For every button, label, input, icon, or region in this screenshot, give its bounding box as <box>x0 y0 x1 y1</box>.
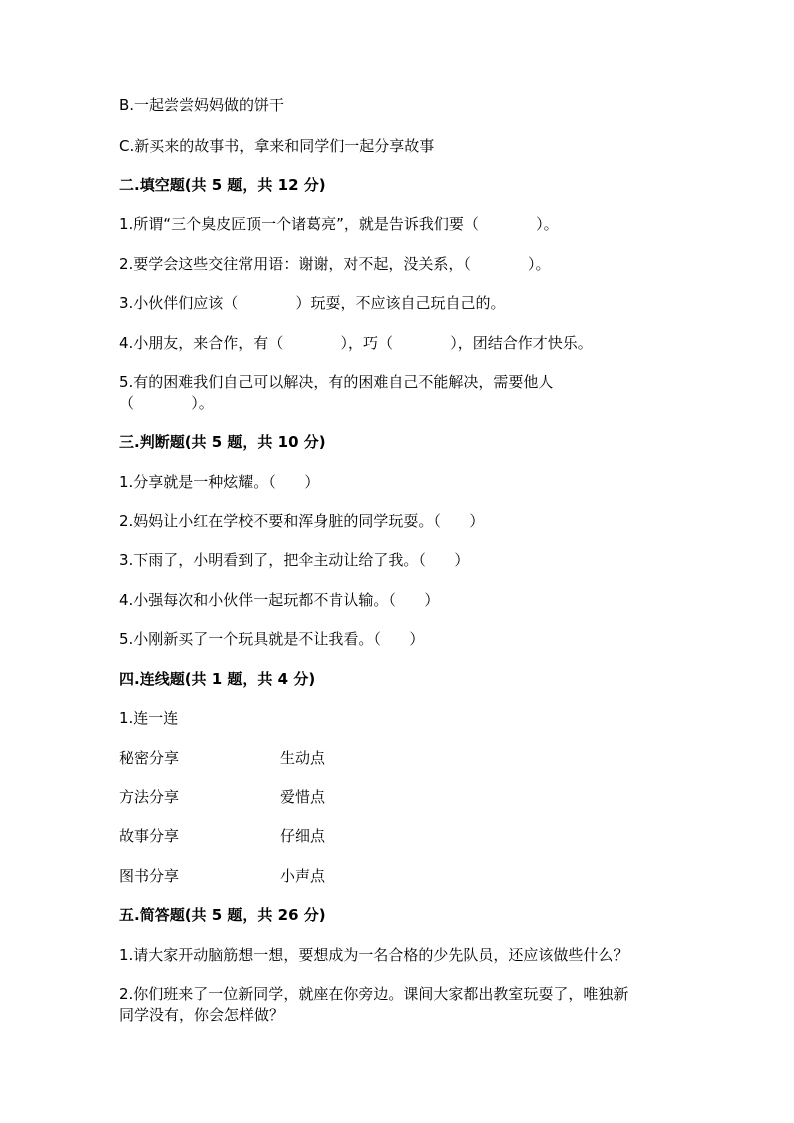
section-heading-short-answer: 五.简答题(共 5 题，共 26 分) <box>119 906 326 924</box>
matching-left-item: 图书分享 <box>119 867 180 885</box>
matching-right-item: 生动点 <box>280 749 326 767</box>
short-answer-question-2-line1: 2.你们班来了一位新同学，就座在你旁边。课间大家都出教室玩耍了，唯独新 <box>119 985 629 1003</box>
true-false-question-2: 2.妈妈让小红在学校不要和浑身脏的同学玩耍。（ ） <box>119 512 485 530</box>
matching-left-item: 故事分享 <box>119 827 180 845</box>
fill-blank-question-5-line2: （ ）。 <box>119 394 214 412</box>
fill-blank-question-5-line1: 5.有的困难我们自己可以解决，有的困难自己不能解决，需要他人 <box>119 373 554 391</box>
matching-right-item: 爱惜点 <box>280 788 326 806</box>
matching-left-item: 秘密分享 <box>119 749 180 767</box>
true-false-question-1: 1.分享就是一种炫耀。（ ） <box>119 473 320 491</box>
option-b: B.一起尝尝妈妈做的饼干 <box>119 96 285 114</box>
fill-blank-question-4: 4.小朋友，来合作，有（ ），巧（ ），团结合作才快乐。 <box>119 334 593 352</box>
section-heading-true-false: 三.判断题(共 5 题，共 10 分) <box>119 433 326 451</box>
matching-left-item: 方法分享 <box>119 788 180 806</box>
matching-question-1: 1.连一连 <box>119 709 179 727</box>
fill-blank-question-2: 2.要学会这些交往常用语：谢谢，对不起，没关系，（ ）。 <box>119 255 551 273</box>
matching-right-item: 仔细点 <box>280 827 326 845</box>
section-heading-matching: 四.连线题(共 1 题，共 4 分) <box>119 670 316 688</box>
short-answer-question-2-line2: 同学没有，你会怎样做？ <box>119 1006 285 1024</box>
section-heading-fill-blank: 二.填空题(共 5 题，共 12 分) <box>119 176 326 194</box>
fill-blank-question-1: 1.所谓“三个臭皮匠顶一个诸葛亮”，就是告诉我们要（ ）。 <box>119 215 559 233</box>
true-false-question-3: 3.下雨了，小明看到了，把伞主动让给了我。（ ） <box>119 551 470 569</box>
true-false-question-5: 5.小刚新买了一个玩具就是不让我看。（ ） <box>119 630 425 648</box>
true-false-question-4: 4.小强每次和小伙伴一起玩都不肯认输。（ ） <box>119 591 440 609</box>
matching-right-item: 小声点 <box>280 867 326 885</box>
option-c: C.新买来的故事书，拿来和同学们一起分享故事 <box>119 137 435 155</box>
short-answer-question-1: 1.请大家开动脑筋想一想，要想成为一名合格的少先队员，还应该做些什么？ <box>119 946 629 964</box>
fill-blank-question-3: 3.小伙伴们应该（ ）玩耍，不应该自己玩自己的。 <box>119 294 506 312</box>
